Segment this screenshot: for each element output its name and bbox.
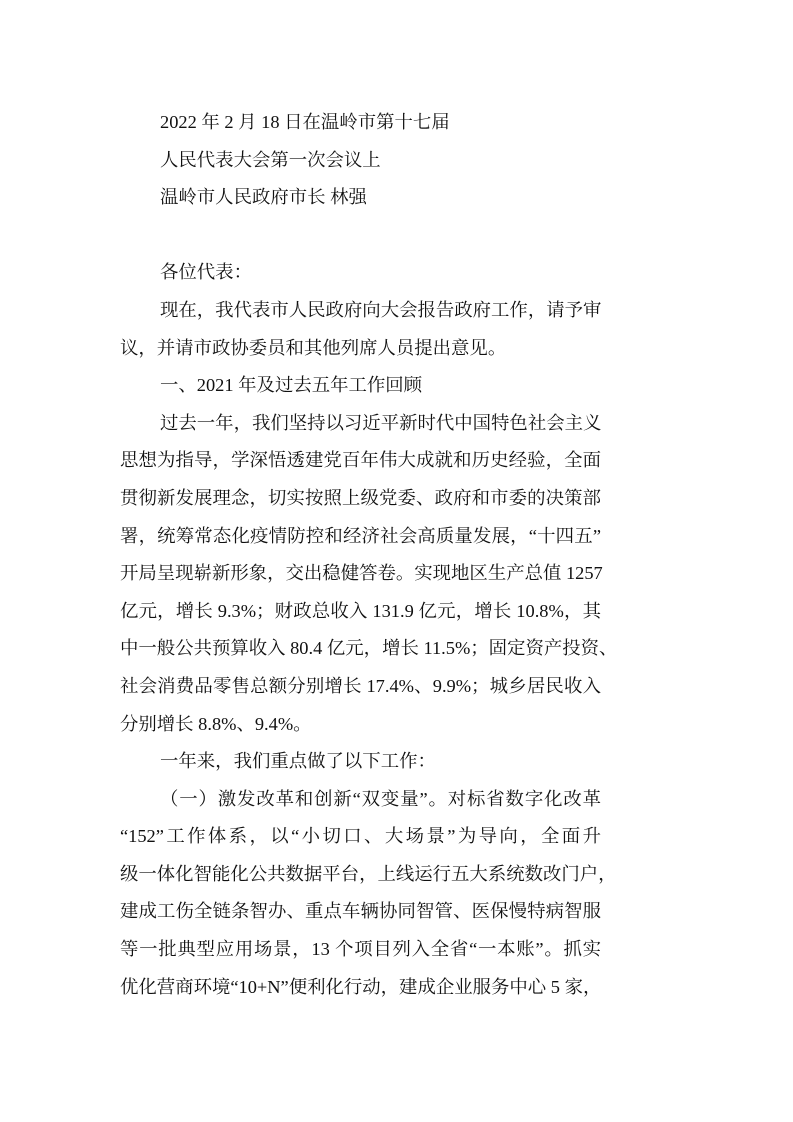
- paragraph-line: 优化营商环境“10+N”便利化行动，建成企业服务中心 5 家，: [120, 976, 602, 997]
- intro-line: 议，并请市政协委员和其他列席人员提出意见。: [120, 337, 507, 358]
- paragraph-line: 等一批典型应用场景，13 个项目列入全省“一本账”。抓实: [120, 939, 601, 960]
- header-line: 温岭市人民政府市长 林强: [160, 187, 367, 208]
- paragraph-line: 一年来，我们重点做了以下工作：: [160, 751, 436, 772]
- paragraph-line: 中一般公共预算收入 80.4 亿元，增长 11.5%；固定资产投资、: [120, 638, 618, 659]
- intro-line: 现在，我代表市人民政府向大会报告政府工作，请予审: [160, 299, 602, 320]
- paragraph-line: “152”工作体系，以“小切口、大场景”为导向，全面升: [120, 826, 601, 847]
- header-line: 2022 年 2 月 18 日在温岭市第十七届: [160, 112, 450, 132]
- paragraph-line: 过去一年，我们坚持以习近平新时代中国特色社会主义: [160, 412, 602, 433]
- paragraph-line: 级一体化智能化公共数据平台，上线运行五大系统数改门户，: [120, 863, 617, 884]
- salutation: 各位代表：: [160, 262, 252, 283]
- paragraph-line: 亿元，增长 9.3%；财政总收入 131.9 亿元，增长 10.8%，其: [120, 600, 601, 621]
- document-page: [120, 104, 618, 1006]
- paragraph-line: 建成工伤全链条智办、重点车辆协同智管、医保慢特病智服: [120, 901, 601, 922]
- section-title: 一、2021 年及过去五年工作回顾: [160, 375, 423, 396]
- paragraph-line: （一）激发改革和创新“双变量”。对标省数字化改革: [160, 788, 601, 809]
- paragraph-line: 社会消费品零售总额分别增长 17.4%、9.9%；城乡居民收入: [120, 675, 601, 696]
- paragraph-line: 署，统筹常态化疫情防控和经济社会高质量发展，“十四五”: [120, 525, 601, 546]
- paragraph-line: 思想为指导，学深悟透建党百年伟大成就和历史经验，全面: [120, 450, 601, 471]
- header-line: 人民代表大会第一次会议上: [160, 149, 381, 170]
- paragraph-line: 开局呈现崭新形象，交出稳健答卷。实现地区生产总值 1257: [120, 563, 603, 584]
- paragraph-line: 贯彻新发展理念，切实按照上级党委、政府和市委的决策部: [120, 487, 601, 508]
- paragraph-line: 分别增长 8.8%、9.4%。: [120, 713, 312, 734]
